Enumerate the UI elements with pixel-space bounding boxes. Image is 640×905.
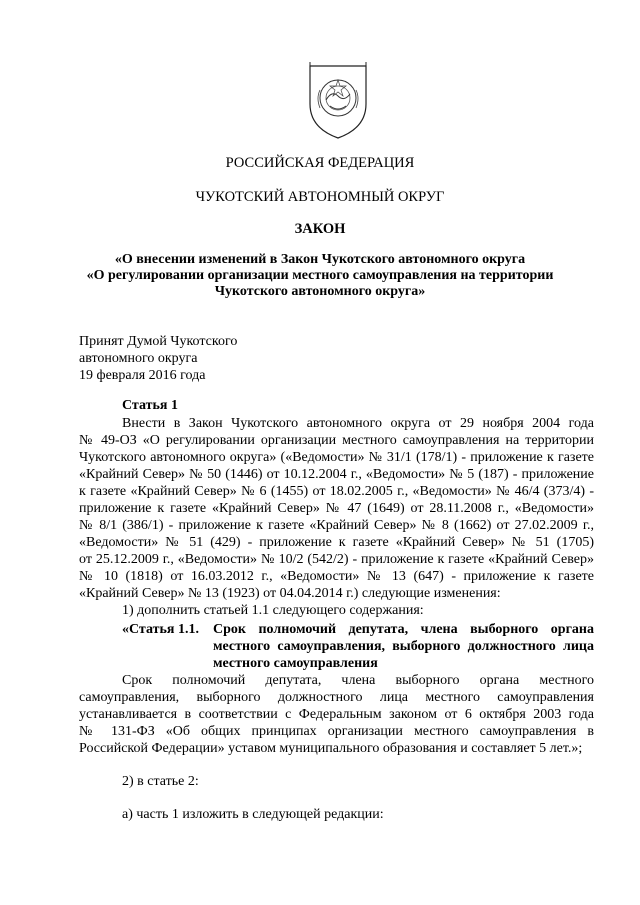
law-title <box>0 252 640 300</box>
paragraph-line: «Крайний Север» № 13 (1923) от 04.04.2014 г.) следующие изменения: <box>79 586 501 601</box>
paragraph-line: Чукотского автономного округа» («Ведомости» № 31/1 (178/1) - приложение к газете <box>79 450 594 465</box>
law-title-line: «О внесении изменений в Закон Чукотского автономного округа <box>114 252 526 267</box>
term-line: Срок полномочий депутата, члена выборного органа местного <box>122 673 594 688</box>
paragraph-line: приложение к газете «Крайний Север» № 47 (1649) от 28.11.2008 г., «Ведомости» <box>79 501 594 516</box>
item-2a-text: а) часть 1 изложить в следующей редакции: <box>122 807 384 822</box>
law-title-line: Чукотского автономного округа» <box>214 284 426 299</box>
article-1-1-title-line: местного самоуправления, выборного должностного лица <box>213 639 594 654</box>
term-paragraph <box>79 672 594 757</box>
document-type-heading: ЗАКОН <box>294 221 346 237</box>
paragraph-line: «Крайний Север» № 50 (1446) от 10.12.2004 г., «Ведомости» № 5 (187) - приложение <box>79 467 594 482</box>
term-line: устанавливается в соответствии с Федеральным законом от 6 октября 2003 года <box>79 707 594 722</box>
adoption-note-line: 19 февраля 2016 года <box>79 368 206 383</box>
law-title-line: «О регулировании организации местного самоуправления на территории <box>86 268 554 283</box>
country-heading: РОССИЙСКАЯ ФЕДЕРАЦИЯ <box>225 155 415 171</box>
term-line: № 131-ФЗ «Об общих принципах организации местного самоуправления в <box>79 724 594 739</box>
term-line: Российской Федерации» уставом муниципального образования и составляет 5 лет.»; <box>79 741 583 756</box>
paragraph-line: Внести в Закон Чукотского автономного округа от 29 ноября 2004 года <box>122 416 594 431</box>
article-1-1-title-line: местного самоуправления <box>213 656 378 671</box>
item-1-text: 1) дополнить статьей 1.1 следующего содержания: <box>122 603 424 618</box>
article-1-1-label: «Статья 1.1. <box>122 622 199 637</box>
article-1-paragraph <box>79 415 594 619</box>
paragraph-line: «Ведомости» № 51 (429) - приложение к газете «Крайний Север» № 51 (1705) <box>79 535 594 550</box>
term-line: самоуправления, выборного должностного лица местного самоуправления <box>79 690 594 705</box>
adoption-note-line: Принят Думой Чукотского <box>79 334 238 349</box>
paragraph-line: от 25.12.2009 г., «Ведомости» № 10/2 (542/2) - приложение к газете «Крайний Север» <box>79 552 594 567</box>
paragraph-line: № 10 (1818) от 16.03.2012 г., «Ведомости» № 13 (647) - приложение к газете <box>79 569 594 584</box>
adoption-note-line: автономного округа <box>79 351 198 366</box>
item-2-text: 2) в статье 2: <box>122 774 199 789</box>
article-1-1-title-line: Срок полномочий депутата, члена выборного органа <box>213 622 594 637</box>
adoption-note <box>79 333 237 384</box>
paragraph-line: № 49-ОЗ «О регулировании организации местного самоуправления на территории <box>79 433 594 448</box>
article-1-1-title <box>213 621 594 672</box>
article-1-heading: Статья 1 <box>122 398 178 413</box>
paragraph-line: № 8/1 (386/1) - приложение к газете «Крайний Север» № 8 (1662) от 27.02.2009 г., <box>79 518 594 533</box>
region-heading: ЧУКОТСКИЙ АВТОНОМНЫЙ ОКРУГ <box>195 189 445 205</box>
paragraph-line: к газете «Крайний Север» № 6 (1455) от 18.02.2005 г., «Ведомости» № 46/4 (373/4) - <box>79 484 594 499</box>
coat-of-arms-emblem-icon <box>302 60 374 140</box>
